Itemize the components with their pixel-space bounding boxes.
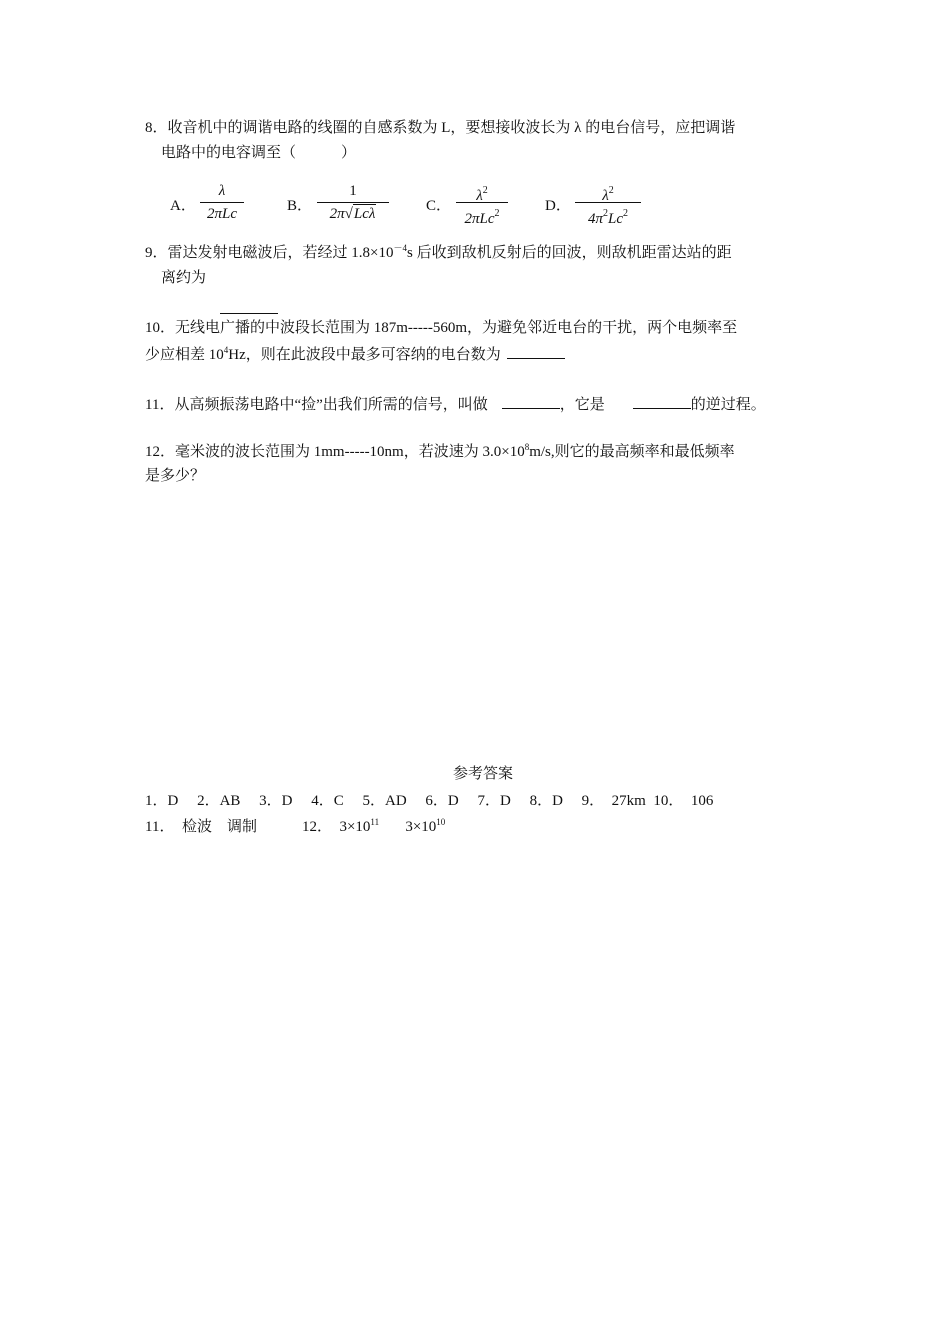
option-d-fraction: [575, 180, 641, 225]
q12-exponent: 8: [524, 442, 530, 452]
option-d-den-b-exp: 2: [623, 208, 628, 219]
option-d-numerator: λ: [602, 188, 609, 204]
q9-line2: 离约为: [161, 270, 207, 286]
answers-row-1: 1．D 2．AB 3．D 4．C 5．AD 6．D 7．D 8．D 9． 27km 10． 106: [145, 793, 714, 809]
answers-title: 参考答案: [453, 766, 514, 782]
option-b-fraction: [317, 180, 389, 225]
option-d-label: D．: [545, 198, 571, 214]
option-d-den-b: Lc: [608, 211, 623, 227]
q10-text-a: 少应相差 10: [145, 347, 224, 363]
q12-line2: 是多少？: [145, 468, 206, 484]
option-d-den-a-exp: 2: [603, 208, 608, 219]
option-c-label: C．: [426, 198, 452, 214]
q10-exponent: 4: [223, 345, 229, 355]
q8-line1: 8．收音机中的调谐电路的线圈的自感系数为 L，要想接收波长为 λ 的电台信号，应把调谐: [145, 120, 736, 136]
option-b-numerator: 1: [349, 183, 357, 199]
q10-text-b: Hz，则在此波段中最多可容纳的电台数为: [228, 347, 501, 363]
option-c-numerator: λ: [476, 188, 483, 204]
q10-answer-blank[interactable]: [507, 342, 565, 359]
option-a-fraction: [200, 180, 244, 225]
q9-answer-blank[interactable]: [220, 297, 278, 314]
q9-text-b: s 后收到敌机反射后的回波，则敌机距雷达站的距: [406, 245, 732, 261]
answers-row-2: [145, 817, 445, 837]
option-a-denominator: 2πLc: [206, 206, 237, 222]
option-b-label: B．: [287, 198, 313, 214]
answers-row2-text-a: 11． 检波 调制 12． 3×10: [145, 819, 371, 835]
q11-text-2: ，它是: [559, 397, 605, 413]
q8-line2: 电路中的电容调至（ ）: [161, 145, 357, 161]
option-c-num-exp: 2: [482, 185, 488, 196]
option-c-den-exp: 2: [494, 208, 500, 219]
option-d-num-exp: 2: [608, 185, 614, 196]
q12-text-a: 12．毫米波的波长范围为 1mm-----10nm，若波速为 3.0×10: [145, 444, 525, 460]
q9-text-a: 9．雷达发射电磁波后，若经过 1.8×10: [145, 245, 394, 261]
option-c-fraction: [456, 180, 508, 225]
answers-exp-2: 10: [436, 817, 446, 827]
answers-exp-1: 11: [370, 817, 380, 827]
q12-text-b: m/s,则它的最高频率和最低频率: [529, 444, 735, 460]
option-c-denominator: 2πLc: [464, 211, 495, 227]
q9-exponent: －4: [393, 243, 407, 253]
option-d-den-a: 4π: [587, 211, 603, 227]
q11-line: [145, 392, 766, 415]
q11-answer-blank-1[interactable]: [502, 392, 560, 409]
q10-line1: 10．无线电广播的中波段长范围为 187m-----560m，为避免邻近电台的干扰，两个电频率至: [145, 320, 738, 336]
option-b-radicand: Lcλ: [353, 206, 376, 222]
answers-row2-text-b: 3×10: [379, 819, 437, 835]
sqrt-sign-icon: √: [344, 206, 353, 222]
q11-text-1: 11．从高频振荡电路中“捡”出我们所需的信号，叫做: [145, 397, 488, 413]
q11-text-3: 的逆过程。: [690, 397, 766, 413]
q11-answer-blank-2[interactable]: [633, 392, 691, 409]
option-a-numerator: λ: [218, 183, 226, 199]
option-a-label: A．: [170, 198, 196, 214]
q12-line1: [145, 442, 735, 462]
option-b-den-prefix: 2π: [329, 206, 345, 222]
q10-line2: [145, 342, 565, 365]
q9-line1: [145, 243, 732, 263]
